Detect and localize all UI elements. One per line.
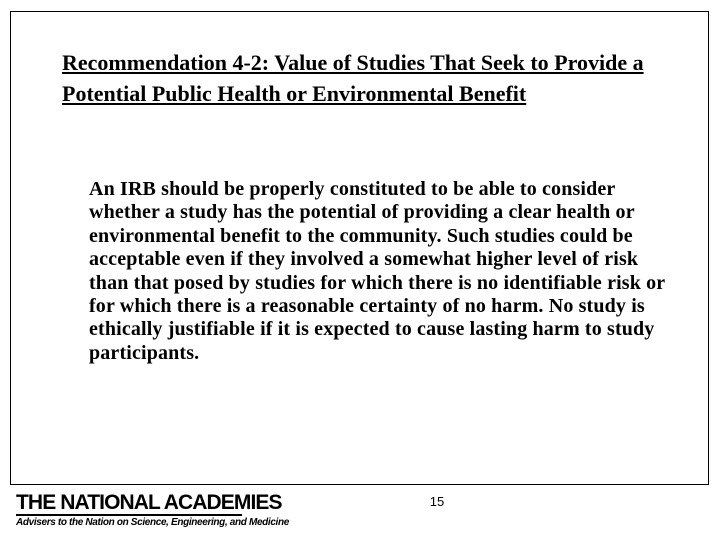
logo-tagline: Advisers to the Nation on Science, Engineering, and Medicine (16, 517, 289, 528)
logo-name: THE NATIONAL ACADEMIES (16, 491, 282, 514)
logo-divider (16, 514, 242, 516)
page-number: 15 (429, 494, 445, 509)
slide-title: Recommendation 4-2: Value of Studies That Seek to Provide a Potential Public Health or Environmental Benefit (62, 50, 644, 106)
national-academies-logo (16, 491, 289, 532)
slide-body-text: An IRB should be properly constituted to be able to consider whether a study has the potential of providing a clear health or environmental benefit to the community. Such studies could be acceptable even if they involved a somewhat higher level of risk than that posed by studies for which there is no identifiable risk or for which there is a reasonable certainty of no harm. No study is ethically justifiable if it is expected to cause lasting harm to study participants. (89, 178, 665, 364)
